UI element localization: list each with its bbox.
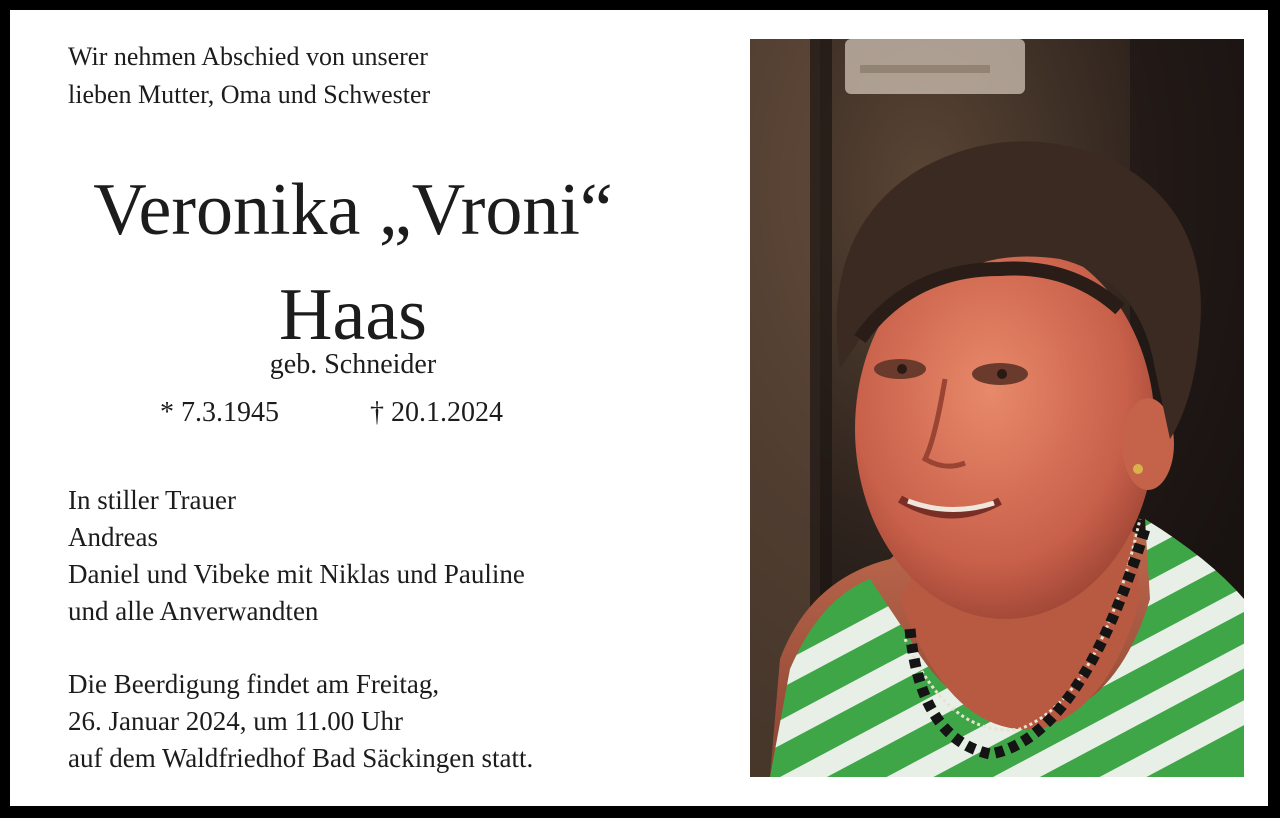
- intro-line-1: Wir nehmen Abschied von unserer: [68, 42, 428, 71]
- mourner-line: Daniel und Vibeke mit Niklas und Pauline: [68, 559, 525, 589]
- funeral-notice: [68, 666, 533, 777]
- funeral-line: 26. Januar 2024, um 11.00 Uhr: [68, 706, 403, 736]
- deceased-name-line-1: Veronika „Vroni“: [93, 169, 613, 251]
- intro-line-2: lieben Mutter, Oma und Schwester: [68, 80, 431, 109]
- mourning-heading: In stiller Trauer: [68, 485, 236, 515]
- life-dates: [160, 393, 503, 433]
- intro-text: [68, 38, 430, 114]
- funeral-line: Die Beerdigung findet am Freitag,: [68, 669, 440, 699]
- portrait-photo: [750, 39, 1244, 777]
- mourner-line: und alle Anverwandten: [68, 596, 319, 626]
- deceased-name: [30, 158, 676, 368]
- birth-name: geb. Schneider: [269, 349, 437, 380]
- deceased-name-line-2: Haas: [279, 274, 427, 356]
- portrait-illustration: [750, 39, 1244, 777]
- obituary-card: [10, 10, 1268, 806]
- mourner-line: Andreas: [68, 522, 158, 552]
- death-date: † 20.1.2024: [370, 397, 503, 428]
- mourners-block: [68, 482, 525, 630]
- funeral-line: auf dem Waldfriedhof Bad Säckingen statt.: [68, 743, 534, 773]
- birth-date: * 7.3.1945: [160, 397, 279, 428]
